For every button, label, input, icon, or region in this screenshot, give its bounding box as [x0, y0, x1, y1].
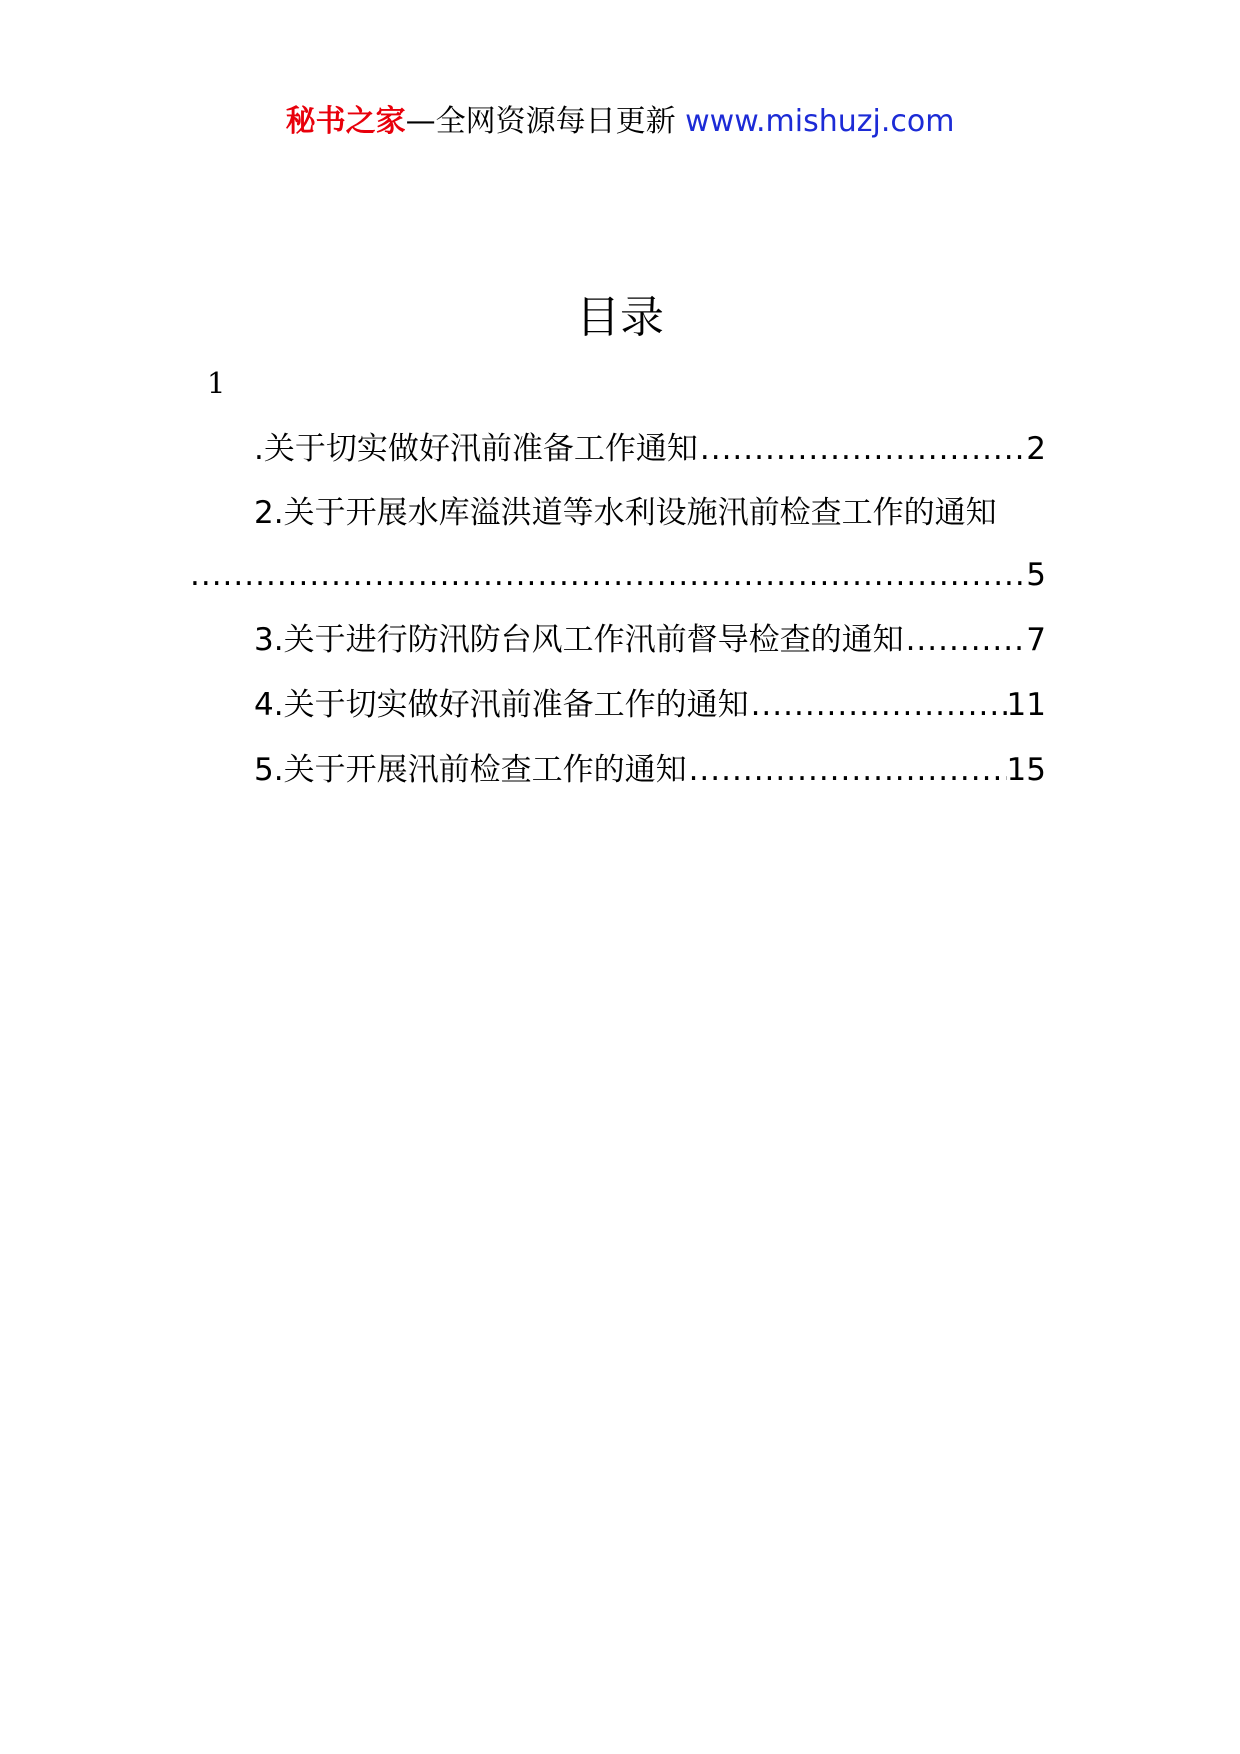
site-brand-name: 秘书之家 [285, 104, 406, 139]
toc-title: 目录 [576, 292, 664, 343]
toc-entry-page: 15 [1006, 752, 1046, 788]
toc-entry-2-leader[interactable] [188, 553, 1046, 597]
toc-leader-dots [904, 618, 1027, 662]
toc-leader-dots [698, 427, 1026, 471]
toc-entry-1[interactable] [254, 427, 1046, 471]
site-tagline: —全网资源每日更新 [405, 104, 686, 139]
toc-entry-page: 5 [1026, 557, 1046, 593]
toc-entry-2[interactable] [254, 491, 1054, 535]
site-url-link[interactable]: www.mishuzj.com [685, 104, 955, 139]
toc-entry-text: 4.关于切实做好汛前准备工作的通知 [254, 687, 749, 723]
toc-leader-dots [188, 553, 1026, 597]
site-banner [0, 100, 1240, 144]
toc-entry-page: 11 [1006, 687, 1046, 723]
toc-entry-page: 7 [1026, 622, 1046, 658]
toc-entry-5[interactable] [254, 748, 1046, 792]
toc-entry-text: .关于切实做好汛前准备工作通知 [254, 431, 698, 467]
toc-entry-4[interactable] [254, 683, 1046, 727]
toc-entry-text: 2.关于开展水库溢洪道等水利设施汛前检查工作的通知 [254, 495, 997, 531]
toc-leader-dots [749, 683, 1007, 727]
toc-stray-number: 1 [207, 366, 226, 400]
toc-entry-text: 3.关于进行防汛防台风工作汛前督导检查的通知 [254, 622, 904, 658]
toc-entry-page: 2 [1026, 431, 1046, 467]
toc-entry-3[interactable] [254, 618, 1046, 662]
toc-leader-dots [687, 748, 1007, 792]
toc-entry-text: 5.关于开展汛前检查工作的通知 [254, 752, 687, 788]
